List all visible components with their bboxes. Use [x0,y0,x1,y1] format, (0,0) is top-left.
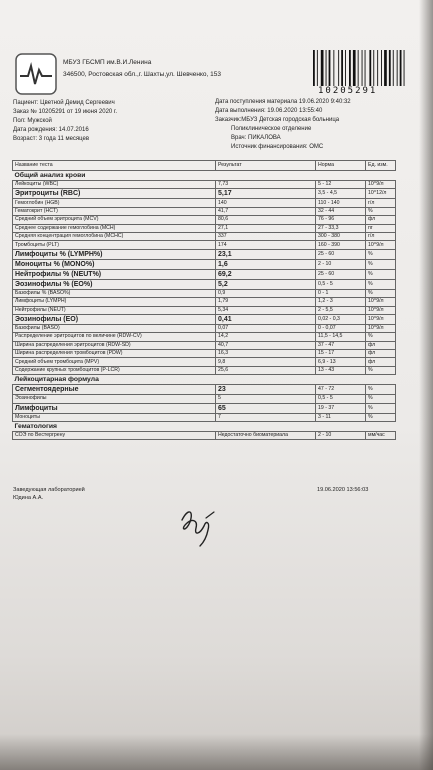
test-unit: пг [366,224,396,232]
test-name: Эозинофилы % (EO%) [13,279,216,289]
test-name: Моноциты % (MONO%) [13,259,216,269]
handwritten-signature [170,500,230,548]
table-row [13,181,396,189]
test-unit: % [366,269,396,279]
order-number: Заказ № 10205291 от 19 июня 2020 г. [13,109,118,115]
table-row [13,306,396,314]
test-name: Средний объем тромбоцита (MPV) [13,358,216,366]
test-norm: 110 - 140 [316,199,366,207]
test-unit: % [366,333,396,341]
test-unit: % [366,279,396,289]
test-result: 9,8 [216,358,316,366]
table-row [13,298,396,306]
test-name: Тромбоциты (PLT) [13,241,216,249]
table-row [13,269,396,279]
patient-name: Пациент: Цветной Демид Сергеевич [13,100,115,106]
test-unit: % [366,403,396,413]
patient-age: Возраст: 3 года 11 месяцев [13,136,90,142]
test-unit: г/л [366,232,396,240]
test-name: Лимфоциты (LYMPH) [13,298,216,306]
test-name: Содержание крупных тромбоцитов (P-LCR) [13,366,216,374]
test-result: 0,07 [216,324,316,332]
section-row [13,171,396,181]
table-row [13,324,396,332]
test-norm: 0 - 0,07 [316,324,366,332]
test-norm: 15 - 17 [316,350,366,358]
table-row [13,207,396,215]
test-norm: 19 - 37 [316,403,366,413]
test-unit: 10^9/л [366,314,396,324]
table-row [13,199,396,207]
col-header-unit: Ед. изм. [366,161,396,171]
test-norm: 0,5 - 5 [316,395,366,403]
lab-head-name: Юдина А.А. [13,495,44,501]
test-unit: % [366,249,396,259]
table-row [13,395,396,403]
completed-date: Дата выполнения: 19.06.2020 13:55:40 [215,108,323,114]
test-result: 80,6 [216,216,316,224]
test-norm: 37 - 47 [316,341,366,349]
sign-datetime: 19.06.2020 13:56:03 [317,487,369,493]
test-result: 140 [216,199,316,207]
test-unit: 10^9/л [366,181,396,189]
test-result: 27,1 [216,224,316,232]
test-norm: 2 - 10 [316,432,366,440]
test-result: 1,79 [216,298,316,306]
table-row [13,333,396,341]
test-norm: 3,5 - 4,5 [316,189,366,199]
table-row [13,366,396,374]
table-row [13,413,396,421]
hospital-logo [14,52,58,96]
test-result: 14,2 [216,333,316,341]
test-unit: % [366,366,396,374]
birth-date: Дата рождения: 14.07.2016 [13,127,89,133]
test-result: 1,6 [216,259,316,269]
test-norm: 6,9 - 13 [316,358,366,366]
table-row [13,385,396,395]
funding-source: Источник финансирования: ОМС [231,144,324,150]
test-norm: 300 - 380 [316,232,366,240]
table-row [13,289,396,297]
test-name: Лейкоциты (WBC) [13,181,216,189]
test-result: 5,34 [216,306,316,314]
test-norm: 13 - 43 [316,366,366,374]
test-norm: 25 - 60 [316,269,366,279]
test-unit: фл [366,358,396,366]
test-name: Базофилы % (BASO%) [13,289,216,297]
test-unit: % [366,207,396,215]
test-result: 41,7 [216,207,316,215]
table-row [13,189,396,199]
test-unit: 10^9/л [366,298,396,306]
test-norm: 47 - 72 [316,385,366,395]
table-row [13,358,396,366]
table-row [13,232,396,240]
test-result: 23 [216,385,316,395]
test-norm: 25 - 60 [316,249,366,259]
test-result: 5 [216,395,316,403]
test-name: Моноциты [13,413,216,421]
test-result: Недостаточно биоматериала [216,432,316,440]
test-norm: 76 - 96 [316,216,366,224]
test-result: 7 [216,413,316,421]
org-name: МБУЗ ГБСМП им.В.И.Ленина [63,59,152,66]
section-row [13,422,396,432]
test-result: 0,41 [216,314,316,324]
department: Поликлиническое отделение [231,126,312,132]
test-name: Сегментоядерные [13,385,216,395]
test-unit: % [366,413,396,421]
lab-head-role: Заведующая лабораторией [13,487,85,493]
table-row [13,279,396,289]
barcode [312,50,406,86]
test-norm: 5 - 12 [316,181,366,189]
test-result: 5,2 [216,279,316,289]
test-name: Эозинофилы (EO) [13,314,216,324]
test-name: Лимфоциты [13,403,216,413]
customer: Заказчик:МБУЗ Детская городская больница [215,117,340,123]
test-result: 69,2 [216,269,316,279]
test-name: Лимфоциты % (LYMPH%) [13,249,216,259]
test-result: 337 [216,232,316,240]
test-unit: % [366,289,396,297]
section-title: Лейкоцитарная формула [13,375,396,385]
test-result: 23,1 [216,249,316,259]
table-row [13,403,396,413]
test-norm: 0,5 - 5 [316,279,366,289]
test-unit: 10^9/л [366,324,396,332]
test-unit: фл [366,350,396,358]
test-unit: % [366,395,396,403]
test-name: Нейтрофилы (NEUT) [13,306,216,314]
test-norm: 11,5 - 14,5 [316,333,366,341]
test-result: 174 [216,241,316,249]
barcode-number: 10205291 [318,86,378,96]
doctor: Врач: ПИКАЛОВА [231,135,281,141]
test-unit: 10^9/л [366,241,396,249]
test-unit: 10^9/л [366,306,396,314]
test-unit: г/л [366,199,396,207]
test-result: 65 [216,403,316,413]
table-row [13,350,396,358]
test-result: 0,9 [216,289,316,297]
test-unit: 10^12/л [366,189,396,199]
patient-sex: Пол: Мужской [13,118,52,124]
test-name: Нейтрофилы % (NEUT%) [13,269,216,279]
test-name: Среднее содержание гемоглобина (MCH) [13,224,216,232]
test-norm: 0 - 1 [316,289,366,297]
section-title: Общий анализ крови [13,171,396,181]
test-name: СОЭ по Вестергрену [13,432,216,440]
test-norm: 160 - 390 [316,241,366,249]
col-header-norm: Норма [316,161,366,171]
test-name: Средняя концентрация гемоглобина (MCHC) [13,232,216,240]
test-norm: 2 - 10 [316,259,366,269]
table-row [13,259,396,269]
table-row [13,314,396,324]
table-row [13,341,396,349]
test-norm: 2 - 5,5 [316,306,366,314]
test-result: 25,6 [216,366,316,374]
table-row [13,224,396,232]
test-unit: % [366,259,396,269]
test-name: Распределение эритроцитов по величине (RDW-CV) [13,333,216,341]
test-name: Гемоглобин (HGB) [13,199,216,207]
test-result: 16,3 [216,350,316,358]
test-result: 40,7 [216,341,316,349]
test-norm: 1,2 - 3 [316,298,366,306]
table-header-row [13,161,396,171]
test-result: 5,17 [216,189,316,199]
results-table [12,160,396,440]
test-norm: 3 - 11 [316,413,366,421]
test-name: Ширина распределения тромбоцитов (PDW) [13,350,216,358]
received-date: Дата поступления материала 19.06.2020 9:40:32 [215,99,351,105]
col-header-result: Результат [216,161,316,171]
table-row [13,432,396,440]
test-name: Гематокрит (HCT) [13,207,216,215]
section-title: Гематология [13,422,396,432]
test-norm: 32 - 44 [316,207,366,215]
test-unit: фл [366,216,396,224]
table-row [13,249,396,259]
test-name: Эозинофилы [13,395,216,403]
test-unit: фл [366,341,396,349]
col-header-test: Название теста [13,161,216,171]
test-name: Ширина распределения эритроцитов (RDW-SD) [13,341,216,349]
test-result: 7,73 [216,181,316,189]
test-name: Средний объем эритроцита (MCV) [13,216,216,224]
test-norm: 0,02 - 0,3 [316,314,366,324]
test-unit: мм/час [366,432,396,440]
results-table-body [13,171,396,440]
section-row [13,375,396,385]
test-unit: % [366,385,396,395]
table-row [13,241,396,249]
org-address: 346500, Ростовская обл.,г. Шахты,ул. Шевченко, 153 [63,71,221,78]
table-row [13,216,396,224]
test-name: Базофилы (BASO) [13,324,216,332]
test-norm: 27 - 33,3 [316,224,366,232]
test-name: Эритроциты (RBC) [13,189,216,199]
